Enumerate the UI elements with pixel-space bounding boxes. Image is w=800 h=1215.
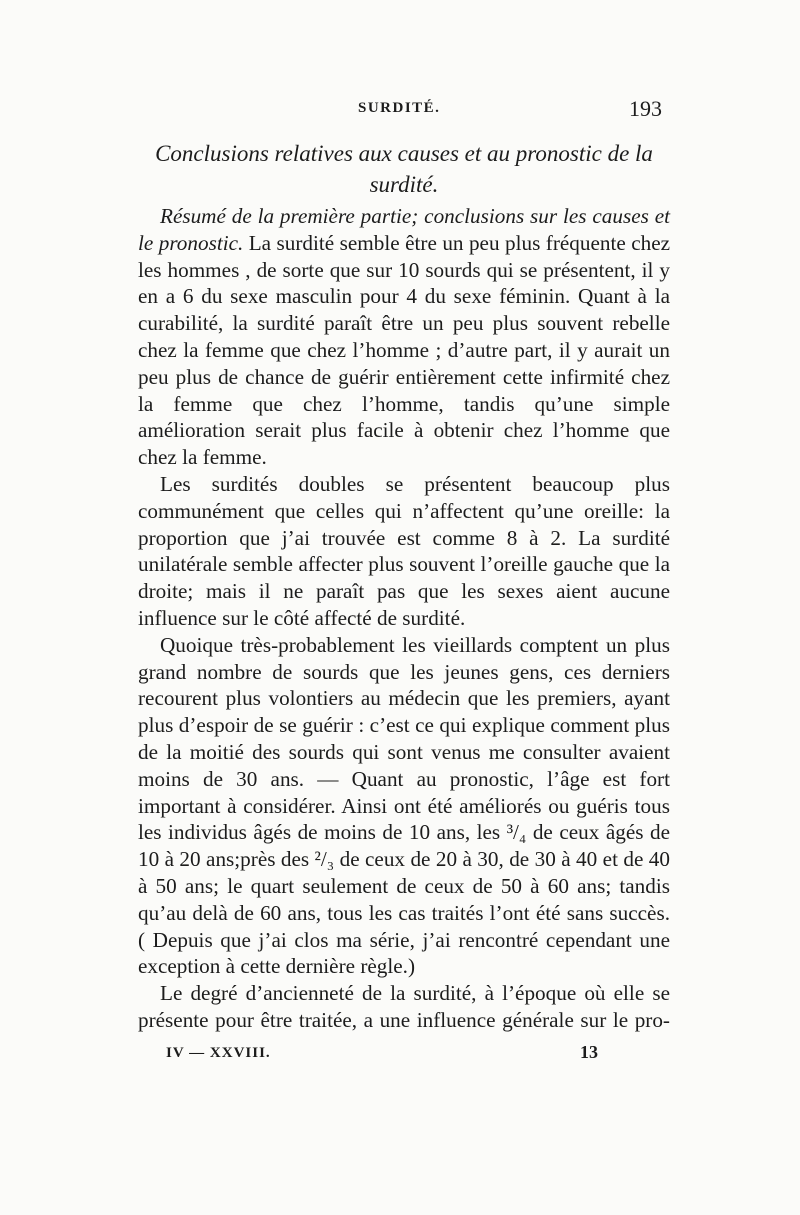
paragraph-lead-in: Résumé de la première partie; conclusions sur les causes et le pronostic. xyxy=(138,204,670,255)
running-head xyxy=(138,96,670,124)
section-heading xyxy=(128,138,680,200)
paragraph-summary-text: La surdité semble être un peu plus fréquente chez les hommes , de sorte que sur 10 sourds qui se présentent, il y en a 6 du sexe masculin pour 4 du sexe féminin. Quant à la curabilité, la surdité paraît être un peu plus souvent rebelle chez la femme que chez l’homme ; d’autre part, il y aurait un peu plus de chance de guérir entièrement cette infirmité chez la femme que chez l’homme, tandis qu’une simple amélioration serait plus facile à obtenir chez l’homme que chez la femme. xyxy=(138,230,671,470)
paragraph-age-prognosis: Quoique très-probablement les vieillards comptent un plus grand nombre de sourds que les jeunes gens, ces derniers recourent plus volontiers au médecin que les premiers, ayant plus d’espoir de se guérir : c’est ce qui explique comment plus de la moitié des sourds qui sont venus me consulter avaient moins de 30 ans. — Quant au pronostic, l’âge est fort important à considérer. Ainsi ont été améliorés ou guéris tous les individus âgés de moins de 10 ans, les ³/₄ de ceux âgés de 10 à 20 ans;près des ²/₃ de ceux de 20 à 30, de 30 à 40 et de 40 à 50 ans; le quart seulement de ceux de 50 à 60 ans; tandis qu’au delà de 60 ans, tous les cas traités l’ont été sans succès. ( Depuis que j’ai clos ma série, j’ai rencontré cependant une exception à cette dernière règle.) xyxy=(138,632,670,979)
running-title: SURDITÉ. xyxy=(358,100,441,116)
sheet-number: 13 xyxy=(580,1042,598,1062)
paragraph-double-deafness: Les surdités doubles se présentent beaucoup plus communément que celles qui n’affectent qu’une oreille: la proportion que j’ai trouvée est comme 8 à 2. La surdité unilatérale semble affecter plus souvent l’oreille gauche que la droite; mais il ne paraît pas que les sexes aient aucune influence sur le côté affecté de surdité. xyxy=(138,471,670,630)
page-number: 193 xyxy=(629,96,662,121)
paragraph-duration: Le degré d’ancienneté de la surdité, à l’époque où elle se présente pour être traitée, a une influence générale sur le pro- xyxy=(138,981,670,1032)
section-heading-line-1: Conclusions relatives aux causes et au pronostic de la xyxy=(155,141,653,166)
body-text xyxy=(138,203,670,1034)
signature-mark: IV — XXVIII. xyxy=(166,1045,271,1061)
paragraph-summary xyxy=(138,203,670,471)
section-heading-line-2: surdité. xyxy=(369,172,439,197)
